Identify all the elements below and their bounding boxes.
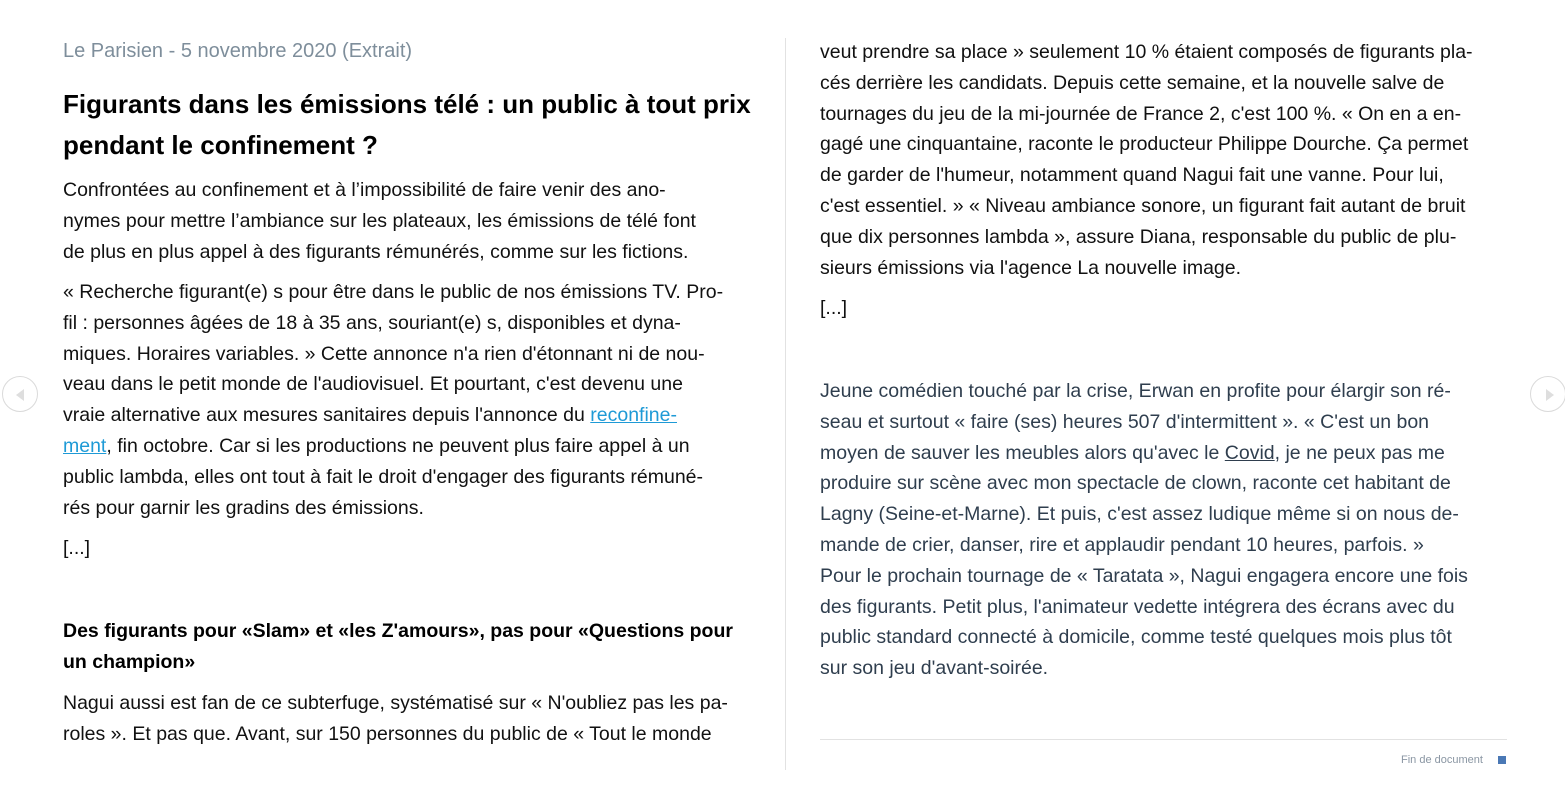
text-line: Nagui aussi est fan de ce subterfuge, systématisé sur « N'oubliez pas les pa- xyxy=(63,692,728,714)
covid-link[interactable]: Covid xyxy=(1224,441,1275,464)
text-line: c'est essentiel. » « Niveau ambiance sonore, un figurant fait autant de bruit xyxy=(820,194,1466,217)
chevron-right-icon xyxy=(1531,377,1565,413)
reconfinement-link-part-2: ment xyxy=(63,434,107,457)
article-title xyxy=(63,84,753,166)
text-line: cés derrière les candidats. Depuis cette semaine, et la nouvelle salve de xyxy=(820,71,1445,94)
body-paragraph-1 xyxy=(63,277,723,523)
end-of-document-label: Fin de document xyxy=(1401,754,1483,766)
text-line: Lagny (Seine-et-Marne). Et puis, c'est assez ludique même si on nous de- xyxy=(820,503,1459,526)
text-line: public standard connecté à domicile, comme testé quelques mois plus tôt xyxy=(820,626,1452,649)
text-line: rés pour garnir les gradins des émissions. xyxy=(63,496,424,519)
text-line: tournages du jeu de la mi-journée de France 2, c'est 100 %. « On en a en- xyxy=(820,102,1462,125)
next-page-button[interactable] xyxy=(1530,376,1565,412)
text-line: Jeune comédien touché par la crise, Erwan en profite pour élargir son ré- xyxy=(820,380,1451,402)
text-line: roles ». Et pas que. Avant, sur 150 personnes du public de « Tout le monde xyxy=(63,722,712,745)
subheading-line-1: Des figurants pour «Slam» et «les Z'amours», pas pour «Questions pour xyxy=(63,620,733,642)
text-line: de plus en plus appel à des figurants rémunérés, comme sur les fictions. xyxy=(63,240,689,263)
text-line: produire sur scène avec mon spectacle de clown, raconte cet habitant de xyxy=(820,472,1451,495)
reconfinement-link-part-1: reconfine- xyxy=(590,404,677,427)
body-paragraph-2 xyxy=(63,688,728,750)
article-source: Le Parisien - 5 novembre 2020 (Extrait) xyxy=(63,40,413,62)
body-paragraph-3 xyxy=(820,37,1473,283)
text-line: fil : personnes âgées de 18 à 35 ans, souriant(e) s, disponibles et dyna- xyxy=(63,311,681,334)
previous-page-button[interactable] xyxy=(2,376,38,412)
text-line: veut prendre sa place » seulement 10 % étaient composés de figurants pla- xyxy=(820,41,1473,63)
text-line: , je ne peux pas me xyxy=(1274,441,1445,464)
text-line: miques. Horaires variables. » Cette annonce n'a rien d'étonnant ni de nou- xyxy=(63,342,705,365)
text-line: sur son jeu d'avant-soirée. xyxy=(820,657,1049,680)
text-line: « Recherche figurant(e) s pour être dans le public de nos émissions TV. Pro- xyxy=(63,281,724,303)
column-divider xyxy=(785,38,786,770)
text-line: de garder de l'humeur, notamment quand Nagui fait une vanne. Pour lui, xyxy=(820,164,1444,187)
testimony-paragraph xyxy=(820,376,1468,684)
text-line: nymes pour mettre l’ambiance sur les plateaux, les émissions de télé font xyxy=(63,209,696,232)
article-title-line-1: Figurants dans les émissions télé : un public à tout prix xyxy=(63,89,751,119)
end-of-document-marker-icon xyxy=(1498,756,1506,764)
end-of-document-rule xyxy=(820,739,1507,740)
text-line: seau et surtout « faire (ses) heures 507 d'intermittent ». « C'est un bon xyxy=(820,410,1430,433)
subheading-line-2: un champion» xyxy=(63,651,196,673)
text-line: , fin octobre. Car si les productions ne peuvent plus faire appel à un xyxy=(106,434,690,457)
text-line: vraie alternative aux mesures sanitaires depuis l'annonce du xyxy=(63,404,591,427)
section-subheading xyxy=(63,616,753,678)
text-line: veau dans le petit monde de l'audiovisuel. Et pourtant, c'est devenu une xyxy=(63,373,683,396)
text-line: gagé une cinquantaine, raconte le producteur Philippe Dourche. Ça permet xyxy=(820,133,1469,156)
intro-paragraph xyxy=(63,175,696,267)
article-title-line-2: pendant le confinement ? xyxy=(63,130,378,160)
text-line: sieurs émissions via l'agence La nouvelle image. xyxy=(820,256,1242,279)
chevron-left-icon xyxy=(3,377,39,413)
ellipsis: [...] xyxy=(63,537,91,559)
text-line: Pour le prochain tournage de « Taratata », Nagui engagera encore une fois xyxy=(820,564,1468,587)
text-line: des figurants. Petit plus, l'animateur vedette intégrera des écrans avec du xyxy=(820,595,1455,618)
text-line: Confrontées au confinement et à l’impossibilité de faire venir des ano- xyxy=(63,179,666,201)
ellipsis: [...] xyxy=(820,297,848,319)
text-line: moyen de sauver les meubles alors qu'avec le xyxy=(820,441,1225,464)
text-line: mande de crier, danser, rire et applaudir pendant 10 heures, parfois. » xyxy=(820,533,1424,556)
text-line: que dix personnes lambda », assure Diana, responsable du public de plu- xyxy=(820,225,1457,248)
text-line: public lambda, elles ont tout à fait le droit d'engager des figurants rémuné- xyxy=(63,465,704,488)
